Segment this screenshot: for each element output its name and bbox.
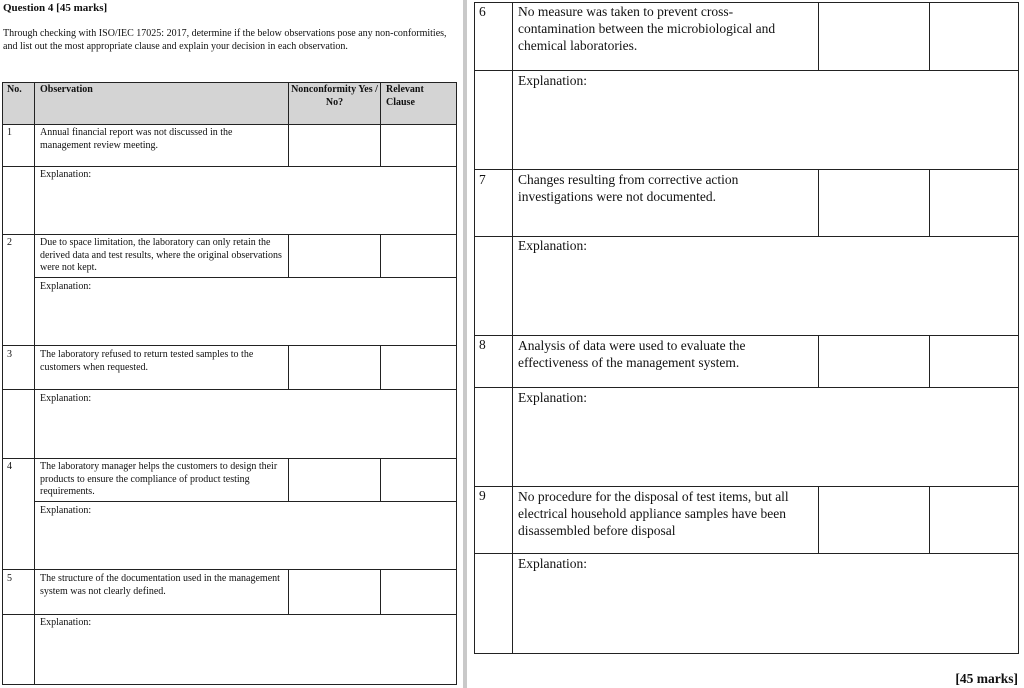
observation-text: The structure of the documentation used in the management system was not clearly defined.	[40, 573, 280, 597]
rule	[2, 684, 457, 685]
rule	[380, 345, 381, 390]
rule	[818, 335, 819, 388]
rule	[2, 234, 457, 235]
row-number: 1	[7, 127, 12, 138]
explanation-label: Explanation:	[518, 556, 587, 571]
rule	[474, 2, 475, 654]
rule	[2, 569, 457, 570]
rule	[2, 458, 457, 459]
rule	[474, 653, 1019, 654]
rule	[34, 277, 457, 278]
observation-text: The laboratory manager helps the customers to design their products to ensure the compliance of product testing requirements.	[40, 461, 278, 497]
observation-text: Analysis of data were used to evaluate the effectiveness of the management system.	[518, 338, 746, 370]
explanation-label: Explanation:	[40, 505, 92, 516]
rule	[2, 345, 457, 346]
row-number: 4	[7, 461, 12, 472]
observation-text: No measure was taken to prevent cross-contamination between the microbiological and chemical laboratories.	[518, 4, 776, 53]
observation-text: No procedure for the disposal of test items, but all electrical household appliance samples have been disassembled before disposal	[518, 489, 789, 538]
observation-text: The laboratory refused to return tested samples to the customers when requested.	[40, 349, 254, 373]
row-number: 8	[479, 337, 486, 352]
rule	[929, 2, 930, 71]
row-number: 6	[479, 4, 486, 19]
total-marks: [45 marks]	[955, 671, 1018, 686]
rule	[929, 486, 930, 554]
rule	[474, 335, 1019, 336]
right-page	[467, 0, 1024, 688]
rule	[929, 169, 930, 237]
row-number: 2	[7, 237, 12, 248]
explanation-label: Explanation:	[518, 73, 587, 88]
header-no: No.	[7, 84, 22, 95]
rule	[380, 234, 381, 278]
explanation-label: Explanation:	[518, 390, 587, 405]
rule	[818, 169, 819, 237]
rule	[2, 166, 457, 167]
row-number: 3	[7, 349, 12, 360]
rule	[288, 234, 289, 278]
rule	[288, 569, 289, 615]
question-title: Question 4 [45 marks]	[3, 2, 108, 14]
rule	[2, 82, 3, 685]
header-relevant-clause: Relevant Clause	[386, 84, 424, 108]
header-nonconformity: Nonconformity Yes / No?	[291, 84, 378, 108]
rule	[456, 82, 457, 685]
explanation-label: Explanation:	[40, 281, 92, 292]
rule	[1018, 2, 1019, 654]
rule	[34, 82, 35, 685]
explanation-label: Explanation:	[40, 617, 92, 628]
explanation-label: Explanation:	[518, 238, 587, 253]
rule	[818, 2, 819, 71]
observation-text: Changes resulting from corrective action investigations were not documented.	[518, 172, 739, 204]
rule	[2, 82, 457, 83]
rule	[474, 70, 1019, 71]
rule	[474, 169, 1019, 170]
left-page	[0, 0, 463, 688]
observation-text: Annual financial report was not discussed in the management review meeting.	[40, 127, 233, 151]
row-number: 7	[479, 172, 486, 187]
rule	[2, 124, 457, 125]
header-observation: Observation	[40, 84, 93, 95]
rule	[2, 389, 457, 390]
rule	[380, 82, 381, 167]
rule	[2, 614, 457, 615]
row-number: 5	[7, 573, 12, 584]
rule	[474, 387, 1019, 388]
explanation-label: Explanation:	[40, 393, 92, 404]
rule	[512, 2, 513, 654]
question-instructions: Through checking with ISO/IEC 17025: 2017, determine if the below observations pose any non-conformities, and list out the most appropriate clause and explain your decision in each observation.	[3, 28, 447, 52]
rule	[288, 458, 289, 502]
rule	[380, 458, 381, 502]
rule	[34, 501, 457, 502]
rule	[474, 486, 1019, 487]
explanation-label: Explanation:	[40, 169, 92, 180]
rule	[288, 345, 289, 390]
rule	[929, 335, 930, 388]
rule	[380, 569, 381, 615]
row-number: 9	[479, 488, 486, 503]
observation-text: Due to space limitation, the laboratory can only retain the derived data and test results, where the original observations were not kept.	[40, 237, 282, 273]
rule	[474, 553, 1019, 554]
rule	[818, 486, 819, 554]
